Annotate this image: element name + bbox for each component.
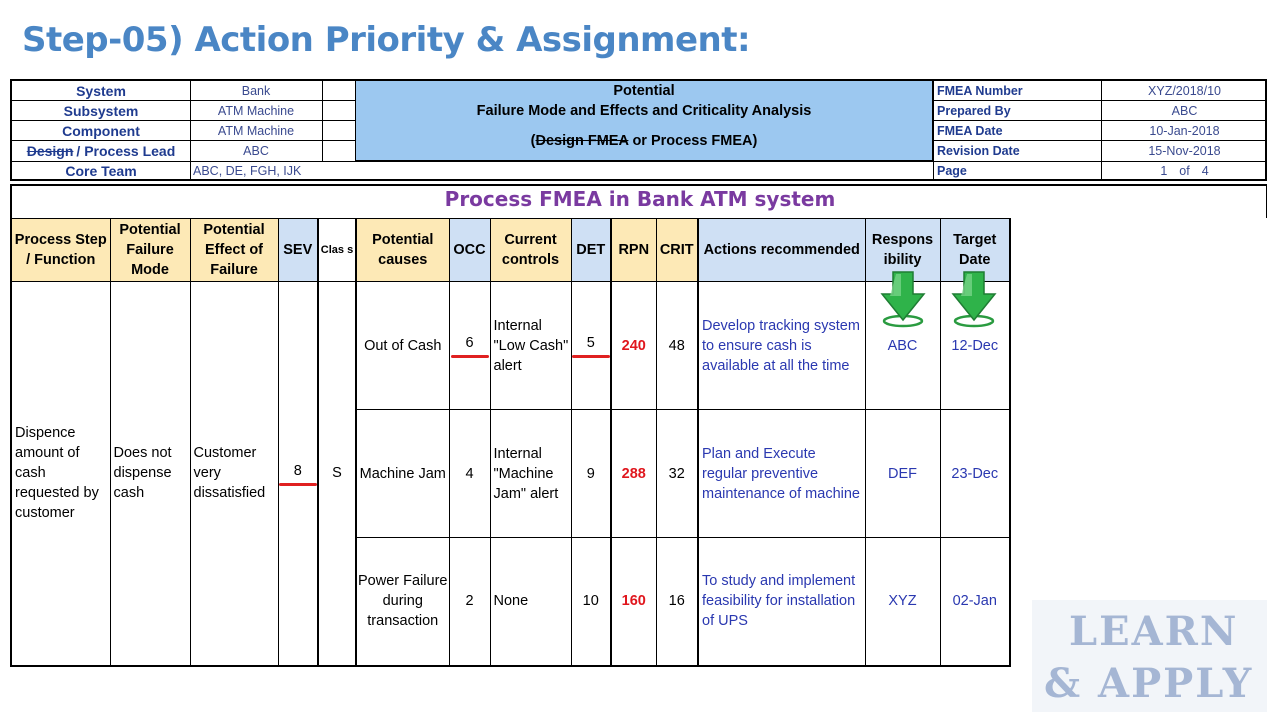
action-cell: Plan and Execute regular preventive maintenance of machine [698,410,865,538]
prepared-by-label: Prepared By [937,104,1011,118]
watermark-line2: & APPLY [1044,660,1254,707]
responsibility-cell: DEF [865,410,940,538]
col-sev: SEV [278,219,318,282]
occ-cell [449,282,490,410]
target-date-cell: 02-Jan [940,538,1010,666]
table-header-row [11,219,1010,282]
det-cell: 9 [571,410,611,538]
subsystem-value: ATM Machine [217,104,295,118]
rpn-cell: 288 [611,410,656,538]
system-label: System [76,83,126,99]
controls-cell: Internal "Machine Jam" alert [490,410,571,538]
fmea-number-label: FMEA Number [937,84,1023,98]
design-fmea-struck: Design FMEA [535,133,629,149]
red-underline [572,355,610,358]
process-step-cell: Dispence amount of cash requested by customer [11,282,110,666]
col-failure-mode: Potential Failure Mode [110,219,190,282]
fmea-table [10,218,1011,667]
action-cell: Develop tracking system to ensure cash is available at all the time [698,282,865,410]
form-title-line1: Potential [613,83,675,99]
component-label: Component [62,123,140,139]
fmea-date-label: FMEA Date [937,124,1003,138]
fmea-date-value: 10-Jan-2018 [1149,124,1220,138]
green-down-arrow-icon [949,270,999,330]
process-fmea-text: or Process FMEA) [628,133,758,149]
det-cell [571,282,611,410]
col-det: DET [571,219,611,282]
revision-date-value: 15-Nov-2018 [1148,144,1221,158]
col-occ: OCC [449,219,490,282]
core-team-value: ABC, DE, FGH, IJK [193,163,302,178]
watermark-line1: LEARN [1069,608,1239,655]
system-value: Bank [241,84,271,98]
col-process-step: Process Step / Function [11,219,110,282]
table-title: Process FMEA in Bank ATM system [444,187,836,211]
col-rpn: RPN [611,219,656,282]
col-actions: Actions recommended [698,219,865,282]
red-underline [279,483,317,486]
controls-cell: None [490,538,571,666]
occ-cell: 4 [449,410,490,538]
component-value: ATM Machine [217,124,295,138]
responsibility-cell: ABC [865,282,940,410]
col-causes: Potential causes [356,219,449,282]
table-row [11,282,1010,410]
form-title-line2: Failure Mode and Effects and Criticality Analysis [476,103,812,119]
page-of: of [1179,163,1190,178]
col-class: Clas s [318,219,356,282]
sev-cell [278,282,318,666]
form-title-line3 [356,131,932,151]
revision-date-label: Revision Date [937,144,1020,158]
target-date-cell: 23-Dec [940,410,1010,538]
green-down-arrow-icon [878,270,928,330]
crit-cell: 32 [656,410,698,538]
effect-cell: Customer very dissatisfied [190,282,278,666]
crit-cell: 48 [656,282,698,410]
failure-mode-cell: Does not dispense cash [110,282,190,666]
occ-value: 6 [465,335,474,351]
page-title: Step-05) Action Priority & Assignment: [22,20,751,60]
subsystem-label: Subsystem [63,103,139,119]
action-cell: To study and implement feasibility for installation of UPS [698,538,865,666]
page-number: 1 [1160,163,1168,178]
controls-cell: Internal "Low Cash" alert [490,282,571,410]
cause-cell: Power Failure during transaction [356,538,449,666]
fmea-header [10,79,1267,181]
sev-value: 8 [293,462,302,479]
design-struck-text: Design [26,143,74,159]
page-total: 4 [1201,163,1209,178]
process-lead-text: / Process Lead [76,143,176,159]
target-date-cell: 12-Dec [940,282,1010,410]
page-label: Page [937,163,967,178]
class-cell: S [318,282,356,666]
col-controls: Current controls [490,219,571,282]
det-cell: 10 [571,538,611,666]
open-paren: ( [530,133,536,149]
col-effect: Potential Effect of Failure [190,219,278,282]
occ-cell: 2 [449,538,490,666]
det-value: 5 [586,335,595,351]
col-target-date: Target Date [940,219,1010,282]
page-value [1102,161,1267,180]
responsibility-cell: XYZ [865,538,940,666]
fmea-number-value: XYZ/2018/10 [1148,84,1221,98]
cause-cell: Machine Jam [356,410,449,538]
col-responsibility: Respons ibility [865,219,940,282]
prepared-by-value: ABC [1171,104,1198,118]
rpn-cell: 160 [611,538,656,666]
rpn-cell: 240 [611,282,656,410]
red-underline [451,355,489,358]
fmea-form-title [355,81,933,161]
process-lead-value: ABC [243,144,269,158]
process-lead-label [12,141,190,161]
watermark [1032,600,1267,712]
cause-cell: Out of Cash [356,282,449,410]
col-crit: CRIT [656,219,698,282]
crit-cell: 16 [656,538,698,666]
core-team-label: Core Team [65,162,137,179]
